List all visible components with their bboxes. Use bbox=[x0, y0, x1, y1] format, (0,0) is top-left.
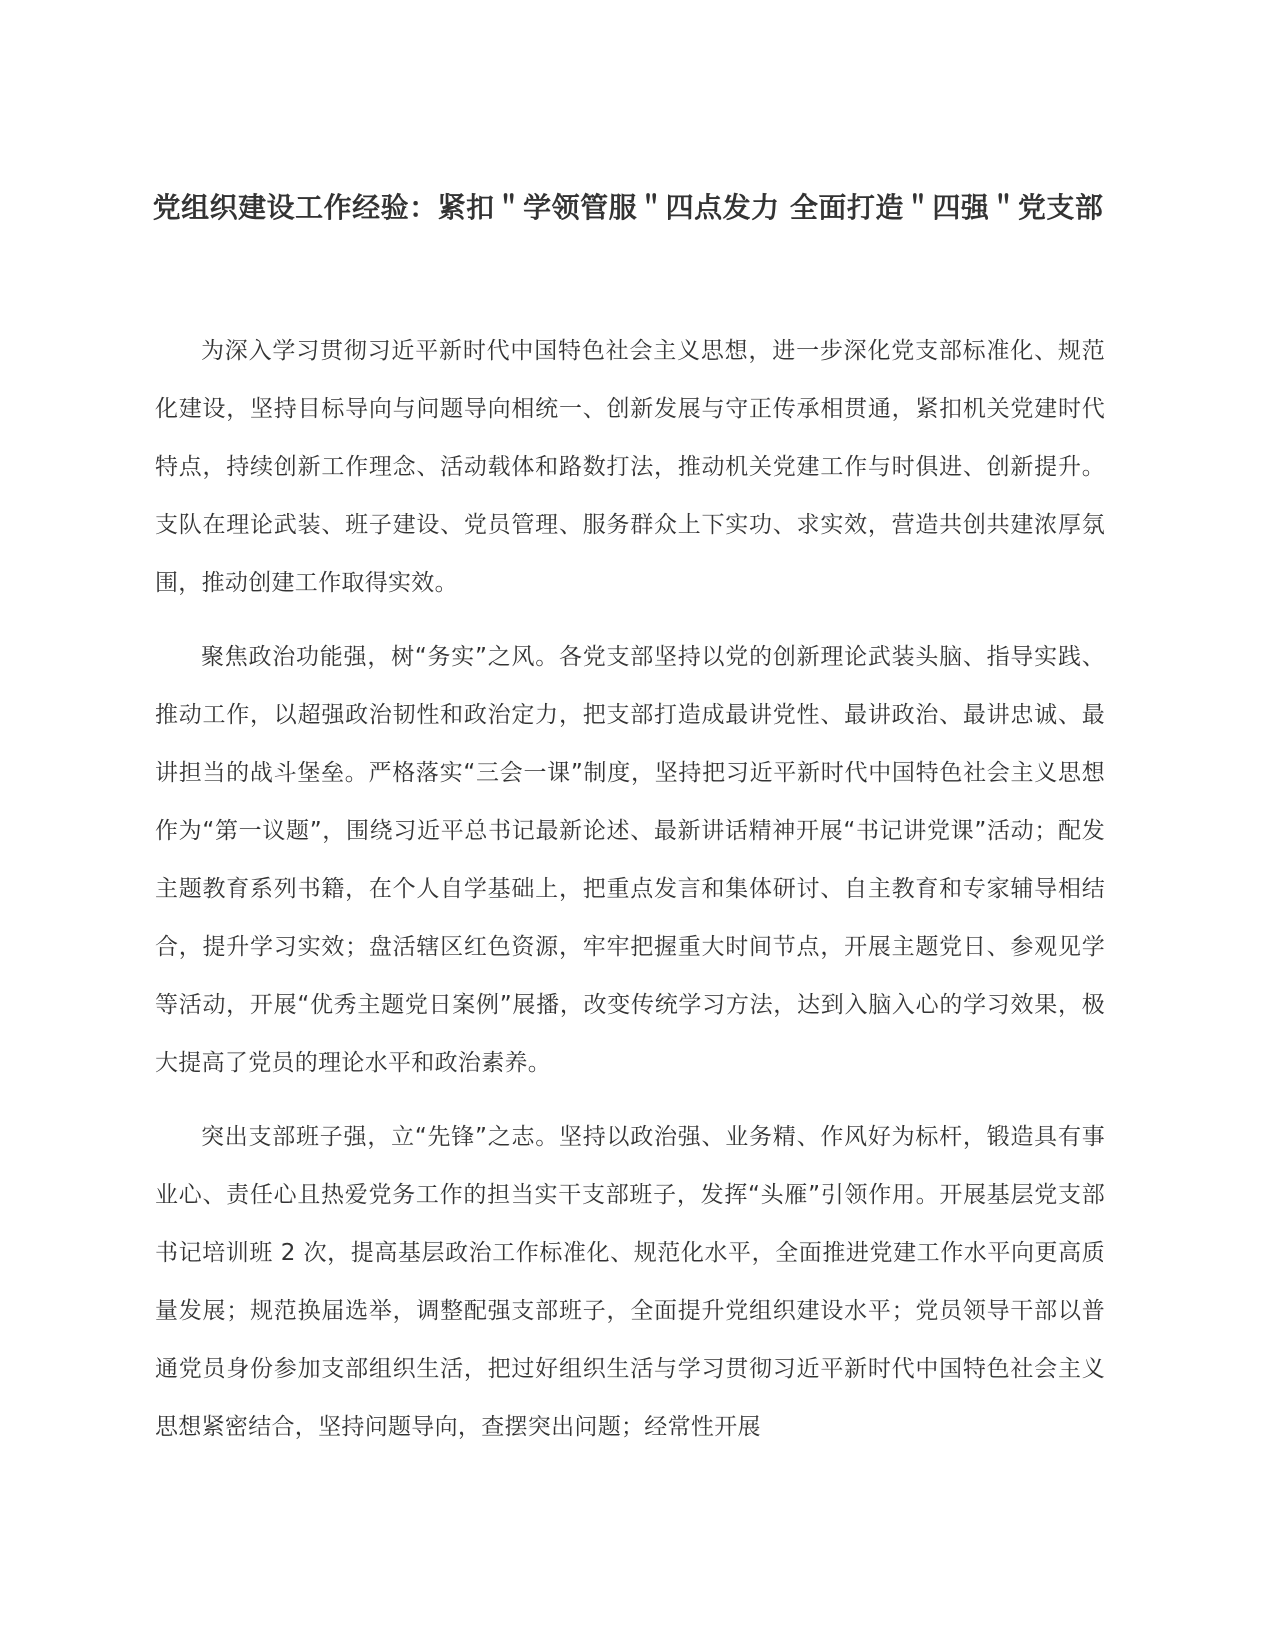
paragraph-political-function: 聚焦政治功能强，树“务实”之风。各党支部坚持以党的创新理论武装头脑、指导实践、推动工作，以超强政治韧性和政治定力，把支部打造成最讲党性、最讲政治、最讲忠诚、最讲担当的战斗堡垒。严格落实“三会一课”制度，坚持把习近平新时代中国特色社会主义思想作为“第一议题”，围绕习近平总书记最新论述、最新讲话精神开展“书记讲党课”活动；配发主题教育系列书籍，在个人自学基础上，把重点发言和集体研讨、自主教育和专家辅导相结合，提升学习实效；盘活辖区红色资源，牢牢把握重大时间节点，开展主题党日、参观见学等活动，开展“优秀主题党日案例”展播，改变传统学习方法，达到入脑入心的学习效果，极大提高了党员的理论水平和政治素养。 bbox=[155, 644, 1105, 1076]
document-body bbox=[155, 322, 1105, 1472]
paragraph-branch-leadership: 突出支部班子强，立“先锋”之志。坚持以政治强、业务精、作风好为标杆，锻造具有事业心、责任心且热爱党务工作的担当实干支部班子，发挥“头雁”引领作用。开展基层党支部书记培训班 2 次，提高基层政治工作标准化、规范化水平，全面推进党建工作水平向更高质量发展；规范换届选举，调整配强支部班子，全面提升党组织建设水平；党员领导干部以普通党员身份参加支部组织生活，把过好组织生活与学习贯彻习近平新时代中国特色社会主义思想紧密结合，坚持问题导向，查摆突出问题；经常性开展 bbox=[155, 1124, 1105, 1440]
paragraph-intro: 为深入学习贯彻习近平新时代中国特色社会主义思想，进一步深化党支部标准化、规范化建设，坚持目标导向与问题导向相统一、创新发展与守正传承相贯通，紧扣机关党建时代特点，持续创新工作理念、活动载体和路数打法，推动机关党建工作与时俱进、创新提升。支队在理论武装、班子建设、党员管理、服务群众上下实功、求实效，营造共创共建浓厚氛围，推动创建工作取得实效。 bbox=[155, 338, 1105, 596]
document-title: 党组织建设工作经验：紧扣＂学领管服＂四点发力 全面打造＂四强＂党支部 bbox=[152, 191, 1104, 224]
